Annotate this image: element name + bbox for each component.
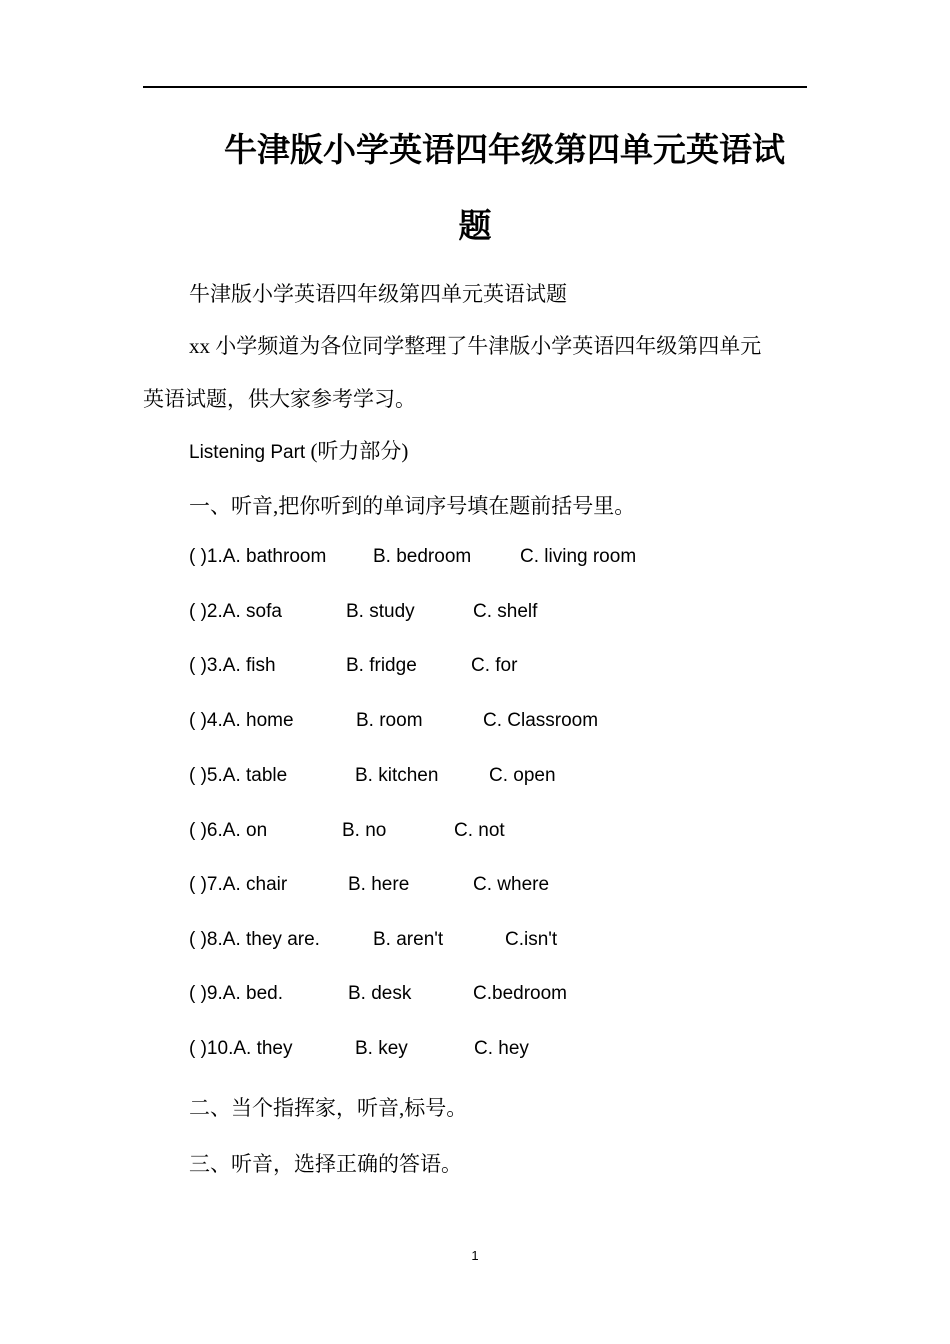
section-2-heading: 二、当个指挥家，听音,标号。	[189, 1096, 468, 1120]
question-1-option-a: ( )1.A. bathroom	[189, 546, 327, 567]
section-1-heading: 一、听音,把你听到的单词序号填在题前括号里。	[189, 494, 636, 518]
section-3-heading: 三、听音，选择正确的答语。	[189, 1152, 462, 1176]
question-8-option-b: B. aren't	[373, 929, 444, 950]
question-9-option-a: ( )9.A. bed.	[189, 983, 283, 1004]
question-2-option-a: ( )2.A. sofa	[189, 601, 282, 622]
question-3-option-c: C. for	[471, 655, 518, 676]
question-5-option-b: B. kitchen	[355, 765, 439, 786]
question-10-option-b: B. key	[355, 1038, 408, 1059]
question-9-option-c: C.bedroom	[473, 983, 567, 1004]
question-6-option-a: ( )6.A. on	[189, 820, 268, 841]
document-title-line2: 题	[458, 206, 492, 245]
listening-heading	[189, 435, 853, 465]
subtitle: 牛津版小学英语四年级第四单元英语试题	[189, 282, 567, 306]
header-rule	[143, 86, 807, 88]
question-10-option-c: C. hey	[474, 1038, 529, 1059]
intro-line1: xx 小学频道为各位同学整理了牛津版小学英语四年级第四单元	[189, 334, 762, 358]
question-6-option-b: B. no	[342, 820, 387, 841]
listening-heading-en: Listening Part	[189, 442, 306, 463]
question-4-option-c: C. Classroom	[483, 710, 599, 731]
question-6-option-c: C. not	[454, 820, 505, 841]
question-5-option-c: C. open	[489, 765, 556, 786]
page-number: 1	[471, 1248, 479, 1263]
question-10-option-a: ( )10.A. they	[189, 1038, 293, 1059]
document-title-line1: 牛津版小学英语四年级第四单元英语试	[224, 130, 785, 169]
question-3-option-a: ( )3.A. fish	[189, 655, 276, 676]
question-8-option-c: C.isn't	[505, 929, 558, 950]
question-4-option-a: ( )4.A. home	[189, 710, 294, 731]
question-7-option-b: B. here	[348, 874, 410, 895]
question-8-option-a: ( )8.A. they are.	[189, 929, 320, 950]
question-2-option-c: C. shelf	[473, 601, 538, 622]
question-5-option-a: ( )5.A. table	[189, 765, 288, 786]
question-7-option-a: ( )7.A. chair	[189, 874, 288, 895]
question-9-option-b: B. desk	[348, 983, 412, 1004]
question-7-option-c: C. where	[473, 874, 550, 895]
listening-heading-cn: (听力部分)	[310, 439, 409, 463]
question-4-option-b: B. room	[356, 710, 423, 731]
intro-line2: 英语试题，供大家参考学习。	[143, 387, 416, 411]
question-3-option-b: B. fridge	[346, 655, 417, 676]
question-2-option-b: B. study	[346, 601, 415, 622]
question-1-option-b: B. bedroom	[373, 546, 472, 567]
question-1-option-c: C. living room	[520, 546, 637, 567]
